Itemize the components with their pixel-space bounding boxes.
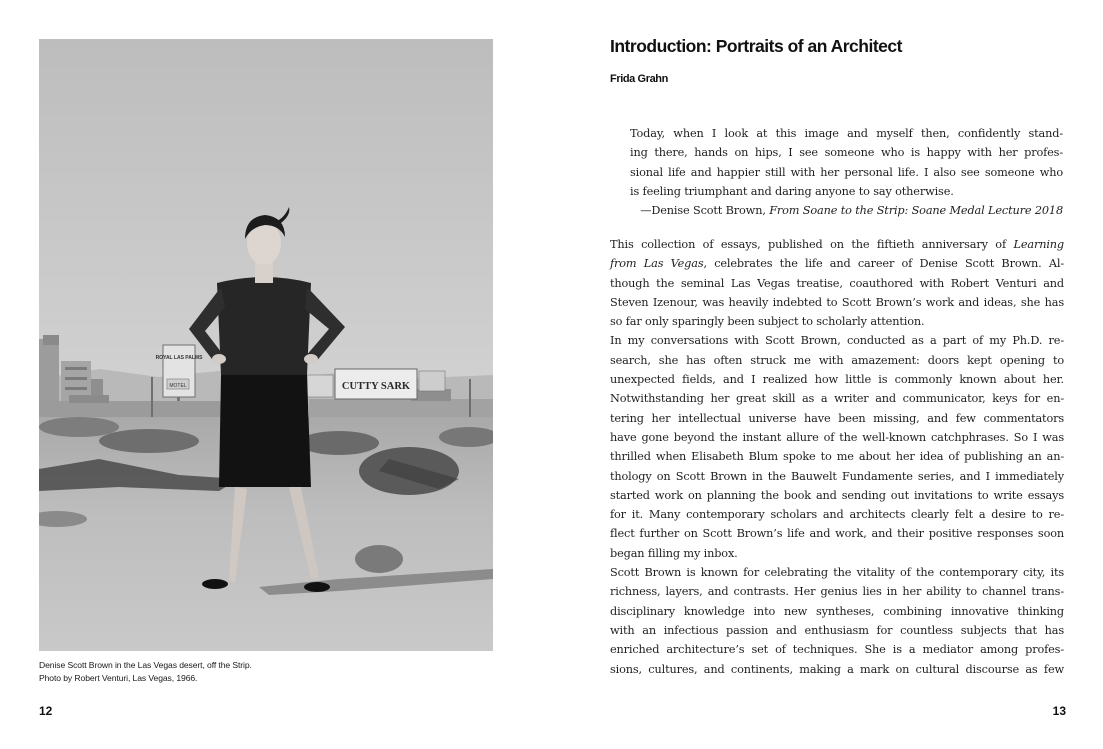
body-line: have gone beyond the instant allure of the well-known catchphrases. So I was	[610, 430, 1064, 444]
body-line: In my conversations with Scott Brown, conducted as a part of my Ph.D. re-	[610, 334, 1064, 348]
body-line: started work on planning the book and sending out invitations to write essays	[610, 488, 1064, 502]
shrub	[299, 431, 379, 455]
quote-attribution	[630, 201, 1063, 220]
page-number-left: 12	[39, 704, 53, 718]
body-line: thrilled when Elisabeth Blum spoke to me about her idea of publishing an an-	[610, 450, 1064, 464]
body-line: Notwithstanding her great skill as a writer and communicator, keys for en-	[610, 392, 1064, 406]
right-page	[551, 0, 1103, 749]
photo-caption	[39, 659, 499, 684]
body-line: thology on Scott Brown in the Bauwelt Fundamente series, and I immediately	[610, 469, 1064, 483]
quote-line: sional life and happier still with her personal life. I also see someone who	[630, 165, 1063, 179]
body-text-segment: , celebrates the life and career of Denise Scott Brown. Al-	[703, 257, 1064, 271]
body-line: unexpected fields, and I realized how little is commonly known about her.	[610, 373, 1064, 387]
body-line: Scott Brown is known for celebrating the vitality of the contemporary city, its	[610, 566, 1064, 580]
body-line: began filling my inbox.	[610, 546, 738, 560]
body-line: Steven Izenour, was heavily indebted to Scott Brown’s work and ideas, she has	[610, 295, 1064, 309]
author-name: Frida Grahn	[610, 73, 668, 85]
body-line: search, she has often struck me with amazement: doors kept opening to	[610, 353, 1064, 367]
sign-cutty-sark-text: CUTTY SARK	[341, 381, 411, 392]
attribution-title: From Soane to the Strip: Soane Medal Lecture 2018	[769, 204, 1063, 218]
body-line: disciplinary knowledge into new syntheses, combining innovative thinking	[610, 604, 1064, 618]
book-title-from-las-vegas: from Las Vegas	[610, 257, 704, 271]
quote-line: is feeling triumphant and daring anyone to say otherwise.	[630, 184, 954, 198]
sign-motel-text: MOTEL	[169, 383, 187, 389]
photo-denise-scott-brown-las-vegas	[39, 39, 493, 651]
chapter-title: Introduction: Portraits of an Architect	[610, 36, 902, 56]
body-text	[610, 235, 1064, 679]
body-line: though the seminal Las Vegas treatise, coauthored with Robert Venturi and	[610, 276, 1064, 290]
sign-royal-text: ROYAL LAS PALMS	[155, 355, 203, 361]
caption-line-2: Photo by Robert Venturi, Las Vegas, 1966.	[39, 672, 198, 683]
shrub	[355, 545, 403, 573]
shoe-right	[304, 582, 330, 592]
photo-illustration	[39, 39, 493, 651]
shrub	[39, 417, 119, 437]
body-line: sions, cultures, and continents, making a mark on cultural discourse as few	[610, 662, 1064, 676]
figure-sweater	[217, 277, 311, 375]
figure-skirt	[219, 375, 311, 487]
page-number-right: 13	[1052, 704, 1066, 718]
quote-line: Today, when I look at this image and myself then, confidently stand-	[630, 127, 1063, 140]
body-line: so far only sparingly been subject to scholarly attention.	[610, 315, 925, 329]
body-line: tering her intellectual universe have been missing, and few commentators	[610, 411, 1064, 425]
quote-line: ing there, hands on hips, I see someone who is happy with her profes-	[630, 146, 1063, 160]
caption-line-1: Denise Scott Brown in the Las Vegas desert, off the Strip.	[39, 660, 252, 670]
body-line: enriched architecture’s set of techniques. She is a mediator among profes-	[610, 643, 1064, 657]
body-line	[610, 254, 1064, 273]
book-title-learning: Learning	[1013, 238, 1064, 251]
body-text-segment: This collection of essays, published on the fiftieth anniversary of	[610, 238, 1014, 251]
body-line	[610, 235, 1064, 254]
shoe-left	[202, 579, 228, 589]
body-line: for it. Many contemporary scholars and architects clearly felt a desire to re-	[610, 508, 1064, 522]
attribution-prefix: —Denise Scott Brown,	[640, 204, 770, 218]
body-line: with an infectious passion and enthusiasm for countless subjects that has	[610, 623, 1064, 637]
epigraph-quote	[630, 124, 1063, 220]
left-page	[0, 0, 551, 749]
shrub	[99, 429, 199, 453]
body-line: flect further on Scott Brown’s life and work, and their positive responses soon	[610, 527, 1064, 541]
body-line: richness, layers, and contrasts. Her genius lies in her ability to channel trans-	[610, 585, 1064, 599]
